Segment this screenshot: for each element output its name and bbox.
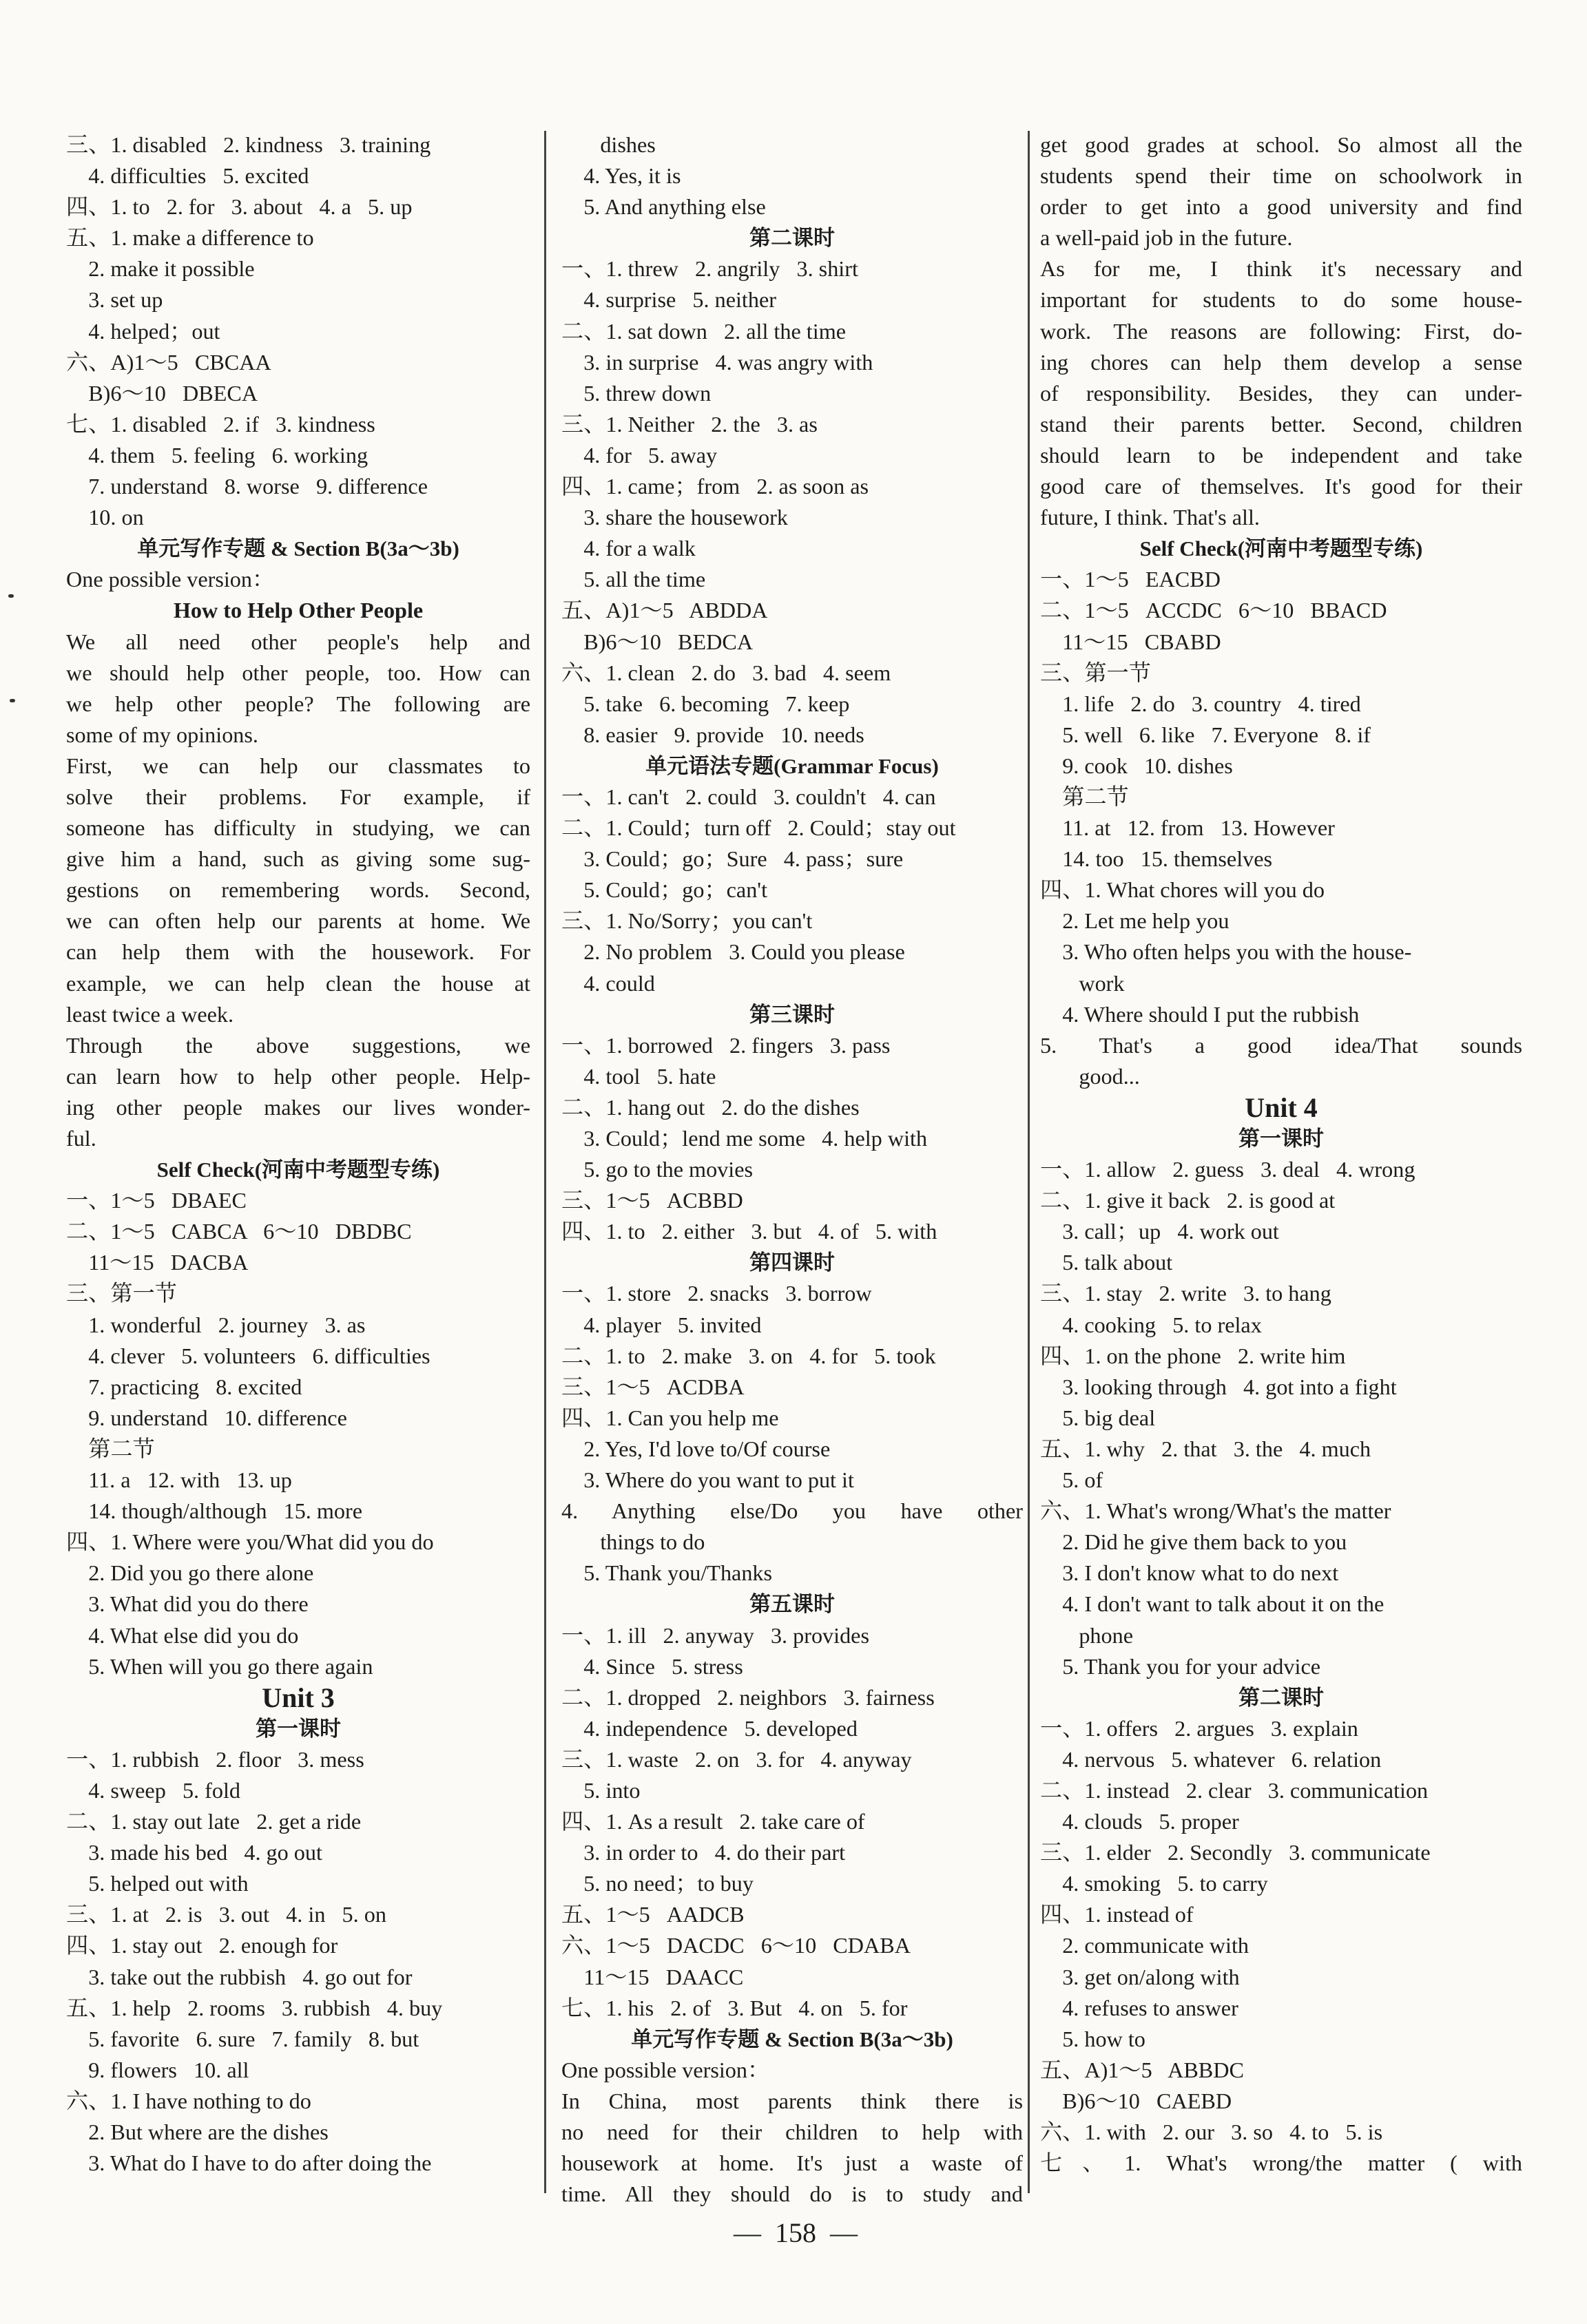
answer-line: 7. practicing 8. excited: [66, 1374, 302, 1399]
answer-line: 4. player 5. invited: [561, 1312, 762, 1337]
answer-line: 2. make it possible: [66, 256, 255, 282]
answer-line: 4. cooking 5. to relax: [1040, 1312, 1262, 1337]
paragraph-line: we should help other people, too. How can: [66, 660, 530, 685]
answer-line: 五、A)1～5 ABDDA: [561, 598, 768, 623]
answer-line: 5. how to: [1040, 2026, 1145, 2051]
paragraph-line: students spend their time on schoolwork in: [1040, 163, 1522, 189]
answer-line: 六、1. I have nothing to do: [66, 2088, 311, 2113]
margin-mark: [8, 594, 14, 598]
section-heading: 第五课时: [749, 1592, 835, 1617]
answer-line: work: [1040, 970, 1125, 996]
answer-line: B)6～10 DBECA: [66, 380, 258, 406]
answer-line: 11. a 12. with 13. up: [66, 1467, 292, 1493]
answer-line: 五、1. make a difference to: [66, 225, 314, 251]
answer-line: 4. could: [561, 970, 655, 996]
paragraph-line: gestions on remembering words. Second,: [66, 877, 530, 903]
paragraph-line: As for me, I think it's necessary and: [1040, 256, 1522, 282]
answer-line: 3. looking through 4. got into a fight: [1040, 1374, 1397, 1399]
answer-line: 二、1～5 ACCDC 6～10 BBACD: [1040, 598, 1387, 623]
section-heading: 第三课时: [749, 1002, 835, 1027]
answer-line: 4. Since 5. stress: [561, 1653, 743, 1679]
section-heading: 单元语法专题(Grammar Focus): [645, 753, 939, 778]
answer-line: 11～15 DAACC: [561, 1964, 744, 1989]
answer-line: 14. though/although 15. more: [66, 1498, 363, 1524]
answer-line: One possible version：: [561, 2057, 770, 2082]
answer-line: 5. no need；to buy: [561, 1871, 754, 1896]
section-heading: 单元写作专题 & Section B(3a～3b): [631, 2027, 953, 2051]
answer-line: 五、1～5 AADCB: [561, 1902, 745, 1927]
answer-line: 五、A)1～5 ABBDC: [1040, 2057, 1244, 2082]
answer-line: 4. for 5. away: [561, 442, 718, 468]
paragraph-line: 4. Anything else/Do you have other: [561, 1498, 1023, 1524]
column-divider-left: [544, 131, 546, 2193]
answer-line: 三、第一节: [66, 1281, 177, 1306]
answer-line: 3. share the housework: [561, 505, 788, 530]
answer-line: 4. What else did you do: [66, 1622, 299, 1648]
answer-line: B)6～10 CAEBD: [1040, 2088, 1232, 2113]
paragraph-line: good care of themselves. It's good for their: [1040, 474, 1522, 499]
answer-line: 4. difficulties 5. excited: [66, 163, 309, 189]
answer-line: 第二节: [66, 1436, 155, 1461]
section-heading: 第一课时: [1238, 1127, 1324, 1151]
answer-line: 9. cook 10. dishes: [1040, 753, 1233, 778]
margin-mark: [10, 699, 15, 702]
section-heading: 第二课时: [1238, 1685, 1324, 1710]
answer-line: 4. tool 5. hate: [561, 1063, 716, 1089]
paragraph-line: solve their problems. For example, if: [66, 784, 530, 809]
answer-line: 10. on: [66, 505, 144, 530]
section-heading: Unit 4: [1245, 1091, 1318, 1123]
answer-line: 4. clever 5. volunteers 6. difficulties: [66, 1343, 431, 1368]
answer-line: 四、1. came；from 2. as soon as: [561, 474, 869, 499]
answer-line: 三、1. elder 2. Secondly 3. communicate: [1040, 1840, 1431, 1865]
answer-line: 四、1. on the phone 2. write him: [1040, 1343, 1346, 1368]
paragraph-line: no need for their children to help with: [561, 2119, 1023, 2144]
answer-line: 3. Could；lend me some 4. help with: [561, 1126, 928, 1151]
paragraph-line: Through the above suggestions, we: [66, 1032, 530, 1058]
answer-line: 四、1. stay out 2. enough for: [66, 1933, 338, 1958]
paragraph-line: should learn to be independent and take: [1040, 442, 1522, 468]
paragraph-line: get good grades at school. So almost all the: [1040, 132, 1522, 157]
answer-line: 5. of: [1040, 1467, 1103, 1493]
answer-line: 一、1. store 2. snacks 3. borrow: [561, 1281, 872, 1306]
answer-line: 二、1. Could；turn off 2. Could；stay out: [561, 815, 956, 841]
answer-line: 8. easier 9. provide 10. needs: [561, 722, 864, 747]
answer-line: 2. Did he give them back to you: [1040, 1529, 1347, 1555]
section-heading: 第二课时: [749, 226, 835, 251]
answer-line: 二、1～5 CABCA 6～10 DBDBC: [66, 1219, 412, 1244]
section-heading: Self Check(河南中考题型专练): [156, 1158, 440, 1182]
answer-line: 三、1. stay 2. write 3. to hang: [1040, 1281, 1331, 1306]
answer-line: 3. in surprise 4. was angry with: [561, 349, 873, 375]
answer-line: 四、1. to 2. for 3. about 4. a 5. up: [66, 194, 413, 220]
answer-line: 3. What do I have to do after doing the: [66, 2150, 432, 2176]
answer-line: 3. in order to 4. do their part: [561, 1840, 846, 1865]
answer-line: 3. take out the rubbish 4. go out for: [66, 1964, 413, 1989]
section-heading: Unit 3: [262, 1682, 335, 1713]
answer-line: some of my opinions.: [66, 722, 258, 747]
answer-line: 六、1. What's wrong/What's the matter: [1040, 1498, 1391, 1524]
answer-line: 三、1. No/Sorry；you can't: [561, 908, 813, 934]
answer-line: 5. take 6. becoming 7. keep: [561, 691, 850, 716]
answer-line: 5. threw down: [561, 380, 712, 406]
answer-line: 1. wonderful 2. journey 3. as: [66, 1312, 366, 1337]
answer-line: 五、1. why 2. that 3. the 4. much: [1040, 1436, 1371, 1461]
answer-line: 三、1. Neither 2. the 3. as: [561, 411, 818, 437]
answer-line: 4. smoking 5. to carry: [1040, 1871, 1268, 1896]
answer-line: 11～15 DACBA: [66, 1250, 249, 1275]
section-heading: Self Check(河南中考题型专练): [1139, 536, 1423, 561]
answer-line: 一、1. can't 2. could 3. couldn't 4. can: [561, 784, 936, 809]
answer-line: 三、1～5 ACBBD: [561, 1188, 743, 1213]
paragraph-line: We all need other people's help and: [66, 629, 530, 654]
answer-line: One possible version：: [66, 567, 275, 592]
paragraph-line: we can often help our parents at home. We: [66, 908, 530, 934]
answer-line: 2. Yes, I'd love to/Of course: [561, 1436, 831, 1461]
answer-line: 4. clouds 5. proper: [1040, 1809, 1239, 1834]
answer-line: 六、1. clean 2. do 3. bad 4. seem: [561, 660, 891, 685]
answer-line: 2. Did you go there alone: [66, 1560, 314, 1586]
answer-line: good...: [1040, 1063, 1140, 1089]
answer-line: 四、1. Can you help me: [561, 1405, 779, 1430]
answer-line: 五、1. help 2. rooms 3. rubbish 4. buy: [66, 1995, 443, 2020]
answer-line: 七、1. his 2. of 3. But 4. on 5. for: [561, 1995, 908, 2020]
answer-line: things to do: [561, 1529, 705, 1555]
paragraph-line: In China, most parents think there is: [561, 2088, 1023, 2113]
paragraph-line: can help them with the housework. For: [66, 939, 530, 965]
answer-line: 5. And anything else: [561, 194, 766, 220]
paragraph-line: of responsibility. Besides, they can under-: [1040, 380, 1522, 406]
answer-line: 4. Yes, it is: [561, 163, 681, 189]
answer-line: 四、1. to 2. either 3. but 4. of 5. with: [561, 1219, 937, 1244]
answer-line: 14. too 15. themselves: [1040, 846, 1273, 872]
answer-line: 六、1. with 2. our 3. so 4. to 5. is: [1040, 2119, 1383, 2144]
answer-line: 七、1. disabled 2. if 3. kindness: [66, 411, 375, 437]
answer-line: 三、1～5 ACDBA: [561, 1374, 745, 1399]
answer-line: 二、1. sat down 2. all the time: [561, 318, 847, 344]
answer-line: 5. big deal: [1040, 1405, 1156, 1430]
answer-line: 4. independence 5. developed: [561, 1715, 858, 1741]
answer-line: 四、1. instead of: [1040, 1902, 1194, 1927]
answer-line: 3. set up: [66, 287, 163, 313]
answer-line: 一、1. offers 2. argues 3. explain: [1040, 1715, 1358, 1741]
section-heading: 第一课时: [256, 1716, 341, 1741]
paragraph-line: ing chores can help them develop a sense: [1040, 349, 1522, 375]
answer-line: 11～15 CBABD: [1040, 629, 1221, 654]
answer-line: 11. at 12. from 13. However: [1040, 815, 1335, 841]
paragraph-line: someone has difficulty in studying, we can: [66, 815, 530, 841]
answer-column-2: [561, 129, 1023, 2207]
answer-line: 3. Where do you want to put it: [561, 1467, 854, 1493]
essay-title: How to Help Other People: [173, 598, 424, 623]
paragraph-line: stand their parents better. Second, children: [1040, 411, 1522, 437]
answer-line: ful.: [66, 1126, 96, 1151]
answer-line: 5. talk about: [1040, 1250, 1173, 1275]
answer-line: 3. What did you do there: [66, 1591, 309, 1617]
answer-line: 三、1. waste 2. on 3. for 4. anyway: [561, 1746, 912, 1772]
answer-line: 9. understand 10. difference: [66, 1405, 347, 1430]
answer-line: 三、1. at 2. is 3. out 4. in 5. on: [66, 1902, 386, 1927]
answer-line: 一、1. allow 2. guess 3. deal 4. wrong: [1040, 1157, 1415, 1182]
answer-line: 二、1. stay out late 2. get a ride: [66, 1809, 362, 1834]
answer-line: 3. I don't know what to do next: [1040, 1560, 1339, 1586]
answer-line: 一、1. borrowed 2. fingers 3. pass: [561, 1032, 891, 1058]
answer-line: 5. Thank you/Thanks: [561, 1560, 773, 1586]
answer-line: 一、1～5 EACBD: [1040, 567, 1221, 592]
answer-line: 二、1. dropped 2. neighbors 3. fairness: [561, 1684, 935, 1710]
answer-line: 4. sweep 5. fold: [66, 1777, 240, 1803]
answer-line: 2. Let me help you: [1040, 908, 1230, 934]
section-heading: 单元写作专题 & Section B(3a～3b): [137, 536, 459, 561]
answer-line: 4. refuses to answer: [1040, 1995, 1238, 2020]
paragraph-line: example, we can help clean the house at: [66, 970, 530, 996]
answer-line: 3. Who often helps you with the house-: [1040, 939, 1412, 965]
answer-line: 二、1. give it back 2. is good at: [1040, 1188, 1336, 1213]
answer-line: 5. all the time: [561, 567, 706, 592]
column-divider-right: [1028, 131, 1030, 2193]
answer-line: 三、1. disabled 2. kindness 3. training: [66, 132, 431, 157]
answer-column-3: [1040, 129, 1522, 2188]
answer-line: 5. well 6. like 7. Everyone 8. if: [1040, 722, 1371, 747]
answer-line: phone: [1040, 1622, 1133, 1648]
answer-line: 四、1. As a result 2. take care of: [561, 1809, 865, 1834]
paragraph-line: time. All they should do is to study and: [561, 2181, 1023, 2207]
paragraph-line: ing other people makes our lives wonder-: [66, 1094, 530, 1120]
answer-line: 三、第一节: [1040, 660, 1151, 685]
answer-line: B)6～10 BEDCA: [561, 629, 754, 654]
answer-line: 4. helped；out: [66, 318, 220, 344]
paragraph-line: order to get into a good university and find: [1040, 194, 1522, 220]
paragraph-line: 七、1. What's wrong/the matter ( with: [1040, 2150, 1522, 2176]
answer-line: 四、1. What chores will you do: [1040, 877, 1325, 903]
answer-line: 5. go to the movies: [561, 1157, 754, 1182]
answer-line: 5. favorite 6. sure 7. family 8. but: [66, 2026, 419, 2051]
paragraph-line: we help other people? The following are: [66, 691, 530, 716]
section-heading: 第四课时: [749, 1250, 835, 1275]
answer-line: 二、1. to 2. make 3. on 4. for 5. took: [561, 1343, 936, 1368]
answer-line: future, I think. That's all.: [1040, 505, 1260, 530]
answer-line: 5. Could；go；can't: [561, 877, 768, 903]
answer-line: 4. surprise 5. neither: [561, 287, 776, 313]
paragraph-line: can learn how to help other people. Help-: [66, 1063, 530, 1089]
answer-line: 2. But where are the dishes: [66, 2119, 329, 2144]
paragraph-line: 5. That's a good idea/That sounds: [1040, 1032, 1522, 1058]
answer-line: 3. made his bed 4. go out: [66, 1840, 322, 1865]
answer-column-1: [66, 129, 530, 2188]
answer-line: 一、1. ill 2. anyway 3. provides: [561, 1622, 869, 1648]
answer-line: 4. Where should I put the rubbish: [1040, 1001, 1360, 1027]
answer-line: 2. No problem 3. Could you please: [561, 939, 905, 965]
answer-line: 六、1～5 DACDC 6～10 CDABA: [561, 1933, 911, 1958]
answer-line: 7. understand 8. worse 9. difference: [66, 474, 428, 499]
answer-line: 5. When will you go there again: [66, 1653, 373, 1679]
paragraph-line: important for students to do some house-: [1040, 287, 1522, 313]
paragraph-line: housework at home. It's just a waste of: [561, 2150, 1023, 2176]
answer-line: 4. for a walk: [561, 536, 696, 561]
answer-line: least twice a week.: [66, 1001, 234, 1027]
answer-line: 一、1～5 DBAEC: [66, 1188, 247, 1213]
answer-line: 3. call；up 4. work out: [1040, 1219, 1279, 1244]
paragraph-line: give him a hand, such as giving some sug-: [66, 846, 530, 872]
answer-line: 9. flowers 10. all: [66, 2057, 249, 2082]
answer-line: 5. into: [561, 1777, 641, 1803]
answer-line: 一、1. threw 2. angrily 3. shirt: [561, 256, 858, 282]
page-number: — 158 —: [734, 2217, 858, 2248]
answer-line: 4. them 5. feeling 6. working: [66, 442, 369, 468]
paragraph-line: First, we can help our classmates to: [66, 753, 530, 778]
paragraph-line: work. The reasons are following: First, do-: [1040, 318, 1522, 344]
answer-line: 3. get on/along with: [1040, 1964, 1240, 1989]
answer-line: 5. helped out with: [66, 1871, 249, 1896]
answer-line: 六、A)1～5 CBCAA: [66, 349, 271, 375]
answer-line: 四、1. Where were you/What did you do: [66, 1529, 434, 1555]
answer-line: 一、1. rubbish 2. floor 3. mess: [66, 1746, 364, 1772]
answer-line: 第二节: [1040, 784, 1129, 809]
answer-line: 二、1. hang out 2. do the dishes: [561, 1094, 860, 1120]
answer-line: 5. Thank you for your advice: [1040, 1653, 1321, 1679]
answer-line: dishes: [561, 132, 656, 157]
answer-line: 二、1. instead 2. clear 3. communication: [1040, 1777, 1429, 1803]
answer-line: 2. communicate with: [1040, 1933, 1249, 1958]
answer-line: a well-paid job in the future.: [1040, 225, 1293, 251]
answer-line: 3. Could；go；Sure 4. pass；sure: [561, 846, 904, 872]
answer-line: 4. nervous 5. whatever 6. relation: [1040, 1746, 1382, 1772]
answer-line: 4. I don't want to talk about it on the: [1040, 1591, 1384, 1617]
answer-line: 1. life 2. do 3. country 4. tired: [1040, 691, 1361, 716]
